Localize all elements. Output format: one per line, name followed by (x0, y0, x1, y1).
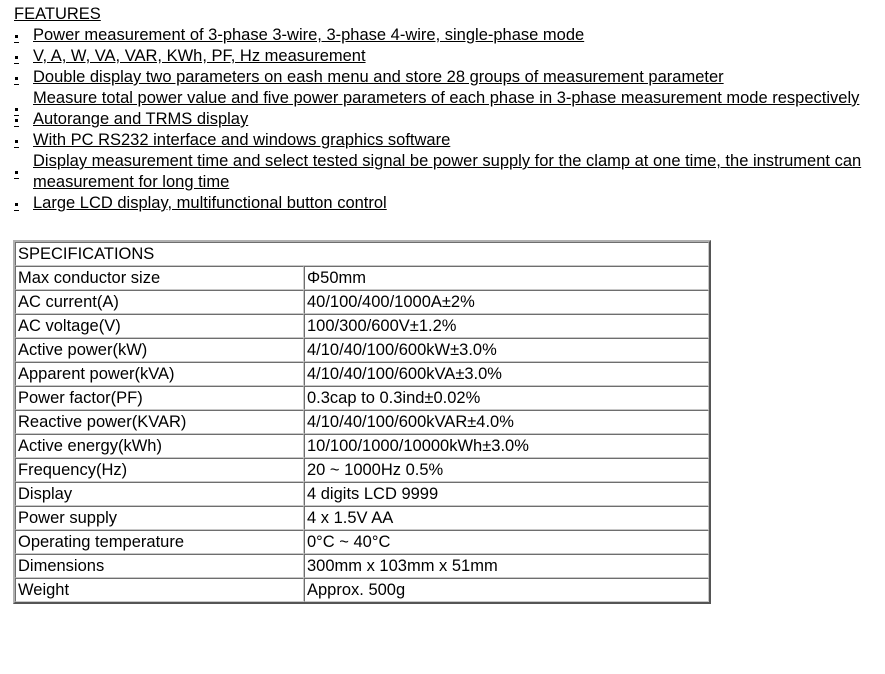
feature-item (0, 88, 870, 109)
spec-label: Max conductor size (15, 266, 304, 290)
spec-label: Power supply (15, 506, 304, 530)
spec-label: Active energy(kWh) (15, 434, 304, 458)
feature-text: Display measurement time and select tested signal be power supply for the clamp at one time, the instrument can measurement for long time (33, 152, 862, 191)
table-row (15, 410, 709, 434)
table-row (15, 506, 709, 530)
feature-item (0, 193, 870, 214)
spec-value: 40/100/400/1000A±2% (304, 290, 709, 314)
feature-item (0, 109, 870, 130)
spec-value: Φ50mm (304, 266, 709, 290)
table-header-row (15, 242, 709, 266)
spec-label: Display (15, 482, 304, 506)
feature-text: V, A, W, VA, VAR, KWh, PF, Hz measurement (33, 47, 366, 65)
spec-value: 4 x 1.5V AA (304, 506, 709, 530)
spec-value: 0.3cap to 0.3ind±0.02% (304, 386, 709, 410)
spec-label: AC current(A) (15, 290, 304, 314)
spec-label: Active power(kW) (15, 338, 304, 362)
spec-label: AC voltage(V) (15, 314, 304, 338)
table-row (15, 554, 709, 578)
feature-text: Double display two parameters on eash menu and store 28 groups of measurement parameter (33, 68, 724, 86)
feature-item (0, 46, 870, 67)
spec-value: 4/10/40/100/600kW±3.0% (304, 338, 709, 362)
table-row (15, 314, 709, 338)
spec-value: 20 ~ 1000Hz 0.5% (304, 458, 709, 482)
table-row (15, 530, 709, 554)
spec-label: Operating temperature (15, 530, 304, 554)
spec-value: 0°C ~ 40°C (304, 530, 709, 554)
feature-text: Power measurement of 3-phase 3-wire, 3-phase 4-wire, single-phase mode (33, 26, 585, 44)
features-heading: FEATURES (14, 5, 101, 23)
feature-text: With PC RS232 interface and windows graphics software (33, 131, 451, 149)
bullet-icon (13, 130, 21, 151)
table-row (15, 266, 709, 290)
features-list (0, 25, 870, 214)
spec-label: Reactive power(KVAR) (15, 410, 304, 434)
bullet-icon (13, 161, 21, 182)
spec-value: Approx. 500g (304, 578, 709, 602)
table-row (15, 434, 709, 458)
feature-text: Autorange and TRMS display (33, 110, 249, 128)
table-row (15, 362, 709, 386)
bullet-icon (13, 67, 21, 88)
table-row (15, 290, 709, 314)
bullet-icon (13, 109, 21, 130)
table-row (15, 482, 709, 506)
table-row (15, 578, 709, 602)
spec-value: 4/10/40/100/600kVAR±4.0% (304, 410, 709, 434)
spec-label: Power factor(PF) (15, 386, 304, 410)
spec-value: 300mm x 103mm x 51mm (304, 554, 709, 578)
spec-label: Frequency(Hz) (15, 458, 304, 482)
spec-value: 10/100/1000/10000kWh±3.0% (304, 434, 709, 458)
bullet-icon (13, 46, 21, 67)
feature-text: Measure total power value and five power parameters of each phase in 3-phase measurement mode respectively (33, 89, 860, 107)
feature-item (0, 151, 870, 193)
bullet-icon (13, 193, 21, 214)
feature-item (0, 130, 870, 151)
specifications-table (13, 240, 711, 604)
bullet-icon (13, 25, 21, 46)
feature-text: Large LCD display, multifunctional button control (33, 194, 387, 212)
spec-value: 100/300/600V±1.2% (304, 314, 709, 338)
table-row (15, 458, 709, 482)
spec-label: Dimensions (15, 554, 304, 578)
spec-label: Weight (15, 578, 304, 602)
feature-item (0, 67, 870, 88)
spec-value: 4 digits LCD 9999 (304, 482, 709, 506)
spec-label: Apparent power(kVA) (15, 362, 304, 386)
spec-value: 4/10/40/100/600kVA±3.0% (304, 362, 709, 386)
specifications-heading: SPECIFICATIONS (15, 242, 709, 266)
table-row (15, 386, 709, 410)
table-row (15, 338, 709, 362)
feature-item (0, 25, 870, 46)
